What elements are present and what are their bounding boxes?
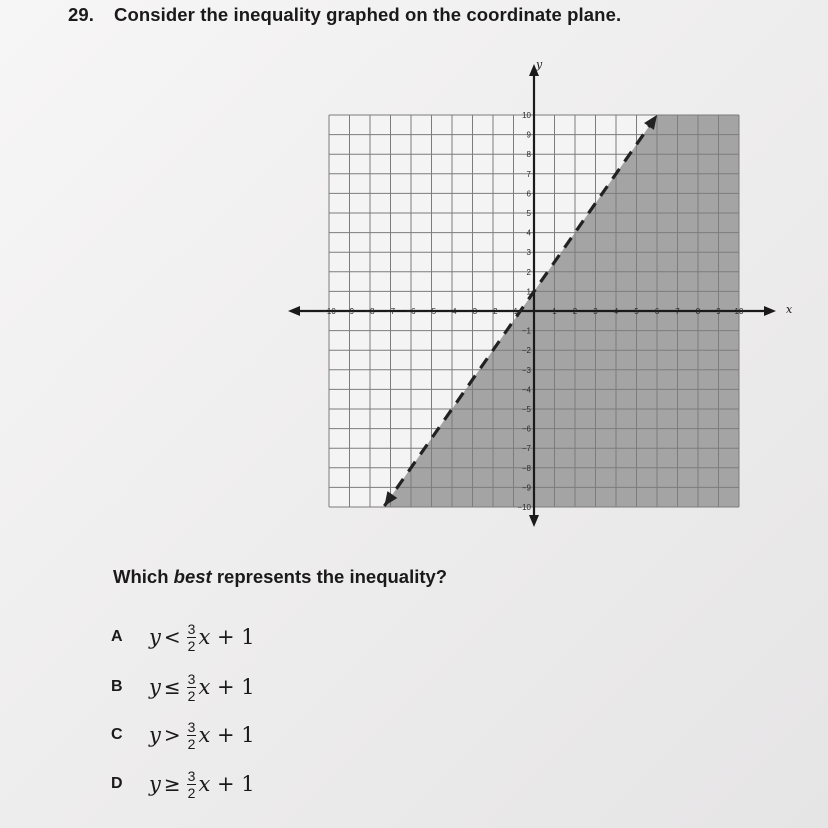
y-tick-label: 5: [526, 209, 531, 218]
choice-rest: + 1: [210, 772, 255, 796]
y-tick-label: 2: [526, 267, 531, 277]
x-tick-label: 7: [675, 307, 680, 316]
fraction-numerator: 3: [187, 767, 196, 784]
x-tick-label: 10: [734, 307, 744, 316]
x-tick-label: −3: [467, 307, 478, 316]
y-tick-label: −8: [521, 463, 531, 473]
choice-var: x: [198, 625, 211, 649]
choice-var: x: [198, 675, 211, 699]
x-tick-label: 3: [593, 307, 598, 316]
choice-letter: D: [111, 775, 123, 792]
choice-rest: + 1: [210, 723, 255, 747]
y-tick-label: 7: [526, 169, 531, 179]
choice-var: x: [198, 772, 211, 796]
choice-symbol: ≤: [163, 675, 181, 699]
choice-rest: + 1: [210, 625, 255, 649]
choice-letter: A: [111, 628, 123, 645]
question-text: Consider the inequality graphed on the coordinate plane.: [114, 4, 622, 25]
choice-rhs: [198, 625, 254, 649]
choice-d[interactable]: [111, 764, 255, 804]
choice-fraction: [187, 622, 197, 653]
choice-symbol: >: [163, 723, 181, 747]
question-number: 29.: [68, 4, 95, 25]
choice-symbol: <: [163, 625, 181, 649]
x-tick-label: −4: [447, 307, 457, 316]
y-tick-label: 9: [526, 130, 531, 140]
x-tick-label: −5: [426, 307, 437, 316]
y-tick-label: −6: [521, 424, 531, 434]
choice-lhs: y: [149, 772, 161, 796]
y-tick-label: −9: [521, 483, 531, 493]
x-tick-label: 8: [695, 307, 701, 316]
y-tick-label: 3: [526, 248, 531, 258]
x-tick-label: −2: [488, 307, 498, 316]
y-tick-label: −3: [521, 365, 531, 375]
y-tick-label: 1: [526, 287, 531, 297]
y-tick-label: 4: [526, 228, 531, 238]
choice-a[interactable]: [111, 617, 255, 657]
choice-rest: + 1: [210, 675, 255, 699]
x-axis-label: x: [786, 303, 793, 316]
x-tick-label: 6: [654, 307, 660, 316]
fraction-numerator: 3: [187, 718, 196, 735]
choice-b[interactable]: [111, 667, 255, 707]
choice-lhs: y: [149, 723, 161, 747]
x-tick-label: 1: [552, 307, 557, 316]
choice-c[interactable]: [111, 715, 255, 755]
fraction-denominator: 2: [187, 735, 196, 752]
x-tick-label: −10: [322, 307, 336, 316]
choice-letter: B: [111, 678, 123, 695]
prompt-after: represents the inequality?: [211, 566, 448, 587]
y-tick-label: −1: [521, 326, 531, 336]
y-tick-label: −7: [521, 444, 531, 454]
x-axis-arrow-left: [288, 306, 300, 316]
prompt-emphasis: best: [173, 566, 212, 587]
x-tick-label: 5: [634, 307, 639, 316]
x-tick-label: −8: [365, 307, 375, 316]
choice-fraction: [187, 720, 197, 751]
fraction-denominator: 2: [187, 637, 196, 654]
choice-lhs: y: [149, 675, 161, 699]
y-tick-label: −4: [521, 385, 531, 395]
x-tick-label: 4: [613, 307, 619, 316]
x-tick-label: −9: [344, 307, 355, 316]
choice-fraction: [187, 672, 197, 703]
choice-symbol: ≥: [163, 772, 181, 796]
y-tick-label: 6: [526, 189, 531, 199]
choice-rhs: [198, 723, 254, 747]
choice-lhs: y: [149, 625, 161, 649]
fraction-denominator: 2: [187, 687, 196, 704]
x-tick-label: 9: [716, 307, 721, 316]
y-axis-label: y: [536, 58, 543, 71]
prompt-before: Which: [113, 566, 174, 587]
fraction-numerator: 3: [187, 620, 196, 637]
x-tick-label: 2: [572, 307, 578, 316]
y-tick-label: −5: [521, 405, 531, 414]
x-tick-label: −1: [508, 307, 519, 316]
choice-rhs: [198, 772, 254, 796]
y-tick-label: 10: [522, 111, 531, 120]
fraction-denominator: 2: [187, 784, 196, 801]
choice-fraction: [187, 769, 197, 800]
y-axis-arrow-down: [529, 515, 539, 527]
x-tick-label: −6: [406, 307, 416, 316]
y-tick-label: 8: [526, 150, 531, 160]
choice-var: x: [198, 723, 211, 747]
choice-letter: C: [111, 726, 123, 743]
prompt: [113, 566, 447, 588]
x-tick-label: −7: [385, 307, 396, 316]
x-axis-arrow-right: [764, 306, 776, 316]
y-tick-label: −10: [517, 503, 531, 512]
y-tick-label: −2: [521, 346, 531, 356]
fraction-numerator: 3: [187, 670, 196, 687]
choice-rhs: [198, 675, 254, 699]
